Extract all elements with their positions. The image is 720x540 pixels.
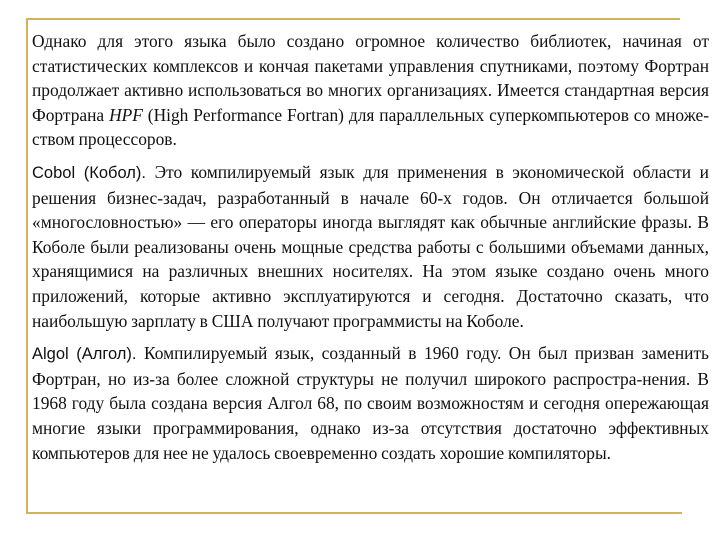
fortran-text-a: Однако для этого языка было создано огромное количество библиотек, начиная от статистических комплексов и кончая пакетами управления спутниками, поэтому Фортран продолжает активно использоваться во многих организациях. Имеется стандартная версия Фортрана <box>32 31 709 125</box>
algol-term: Algol <box>32 345 69 364</box>
cobol-term: Cobol <box>32 163 76 182</box>
cobol-text: Это компилируемый язык для применения в экономической области и решения бизнес-задач, разработанный в начале 60-х годов. Он отличается большой «многословностью» — его операторы иногда выглядят как обычные английские фразы. В Коболе были реализованы очень мощные средства работы с большими объемами данных, хранящимися на различных внешних носителях. На этом языке создано очень много приложений, которые активно эксплуатируются и сегодня. Достаточно сказать, что наибольшую зарплату в США получают программисты на Коболе. <box>32 161 709 331</box>
paragraph-algol <box>32 341 709 465</box>
paragraph-fortran <box>32 29 709 152</box>
algol-term-ru: (Алгол). <box>76 345 137 364</box>
cobol-term-ru: (Кобол). <box>83 163 147 182</box>
left-rule <box>26 18 28 512</box>
paragraph-cobol <box>32 160 709 333</box>
algol-text: Компилируемый язык, созданный в 1960 году. Он был призван заменить Фортран, но из-за более сложной структуры не получил широкого распростра-нения. В 1968 году была создана версия Алгол 68, по своим возможностям и сегодня опережающая многие языки программирования, однако из-за отсутствия достаточно эффективных компьютеров для нее не удалось своевременно создать хорошие компиляторы. <box>32 343 709 463</box>
hpf-term: HPF <box>109 104 143 125</box>
slide-text-body <box>32 29 709 473</box>
top-rule <box>26 18 680 20</box>
bottom-rule <box>26 512 682 514</box>
fortran-text-b: (High Performance Fortran) для параллельных суперкомпьютеров со множе-ством процессоров. <box>32 104 709 150</box>
